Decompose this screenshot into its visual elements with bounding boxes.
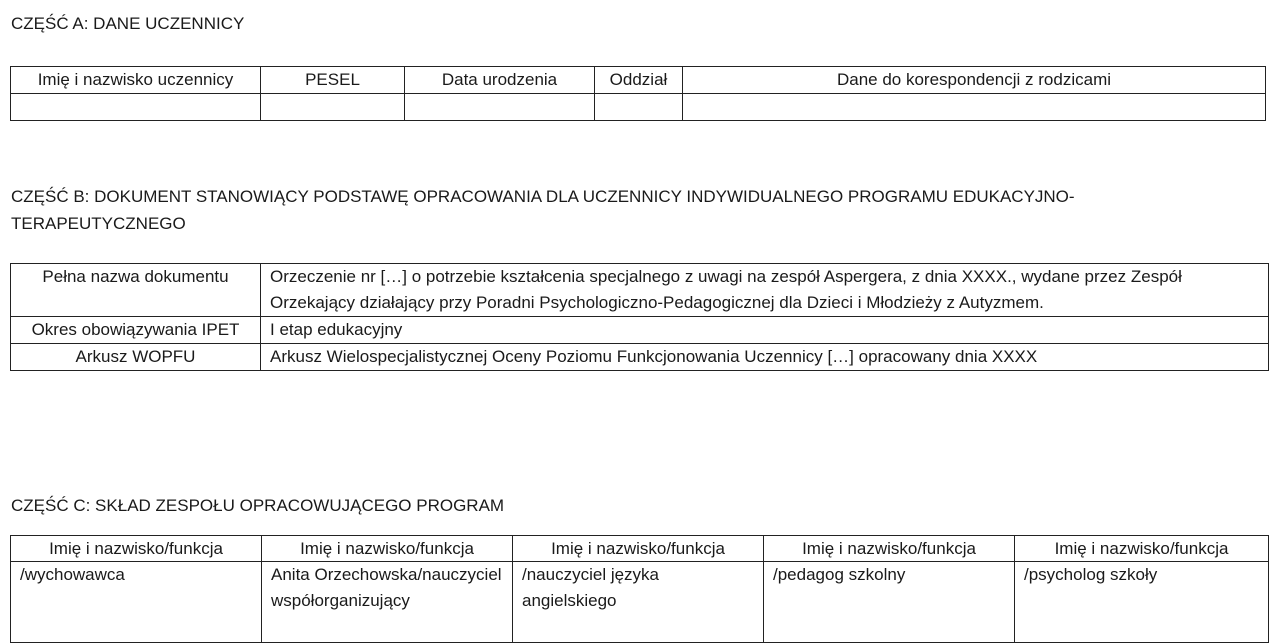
header-member-4: Imię i nazwisko/funkcja — [764, 536, 1015, 562]
student-name-cell[interactable] — [11, 94, 261, 121]
table-header-row — [11, 67, 1266, 94]
document-basis-table — [10, 263, 1269, 371]
header-pesel: PESEL — [261, 67, 405, 94]
table-row — [11, 317, 1269, 344]
header-birth-date: Data urodzenia — [405, 67, 595, 94]
pesel-cell[interactable] — [261, 94, 405, 121]
member-homeroom-teacher: /wychowawca — [11, 562, 262, 643]
birth-date-cell[interactable] — [405, 94, 595, 121]
validity-period-value: I etap edukacyjny — [261, 317, 1269, 344]
header-member-1: Imię i nazwisko/funkcja — [11, 536, 262, 562]
document-name-label: Pełna nazwa dokumentu — [11, 264, 261, 317]
wopfu-value: Arkusz Wielospecjalistycznej Oceny Poziomu Funkcjonowania Uczennicy […] opracowany dnia XXXX — [261, 344, 1269, 371]
member-co-organizing-teacher: Anita Orzechowska/nauczyciel współorganizujący — [262, 562, 513, 643]
table-header-row — [11, 536, 1269, 562]
document-name-value: Orzeczenie nr […] o potrzebie kształcenia specjalnego z uwagi na zespół Aspergera, z dnia XXXX., wydane przez Zespół Orzekający działający przy Poradni Psychologiczno-Pedagogicznej dla Dzieci i Młodzieży z Autyzmem. — [261, 264, 1269, 317]
member-english-teacher: /nauczyciel języka angielskiego — [513, 562, 764, 643]
student-data-table — [10, 66, 1266, 121]
parent-contact-cell[interactable] — [683, 94, 1266, 121]
table-row — [11, 562, 1269, 643]
header-member-3: Imię i nazwisko/funkcja — [513, 536, 764, 562]
header-member-2: Imię i nazwisko/funkcja — [262, 536, 513, 562]
part-c-heading: CZĘŚĆ C: SKŁAD ZESPOŁU OPRACOWUJĄCEGO PROGRAM — [11, 496, 505, 515]
validity-period-label: Okres obowiązywania IPET — [11, 317, 261, 344]
wopfu-label: Arkusz WOPFU — [11, 344, 261, 371]
part-b-heading: CZĘŚĆ B: DOKUMENT STANOWIĄCY PODSTAWĘ OPRACOWANIA DLA UCZENNICY INDYWIDUALNEGO PROGRAMU EDUKACYJNO-TERAPEUTYCZNEGO — [11, 187, 1075, 233]
member-school-psychologist: /psycholog szkoły — [1015, 562, 1269, 643]
header-member-5: Imię i nazwisko/funkcja — [1015, 536, 1269, 562]
header-student-name: Imię i nazwisko uczennicy — [11, 67, 261, 94]
header-class: Oddział — [595, 67, 683, 94]
table-row — [11, 94, 1266, 121]
table-row — [11, 344, 1269, 371]
part-a-heading: CZĘŚĆ A: DANE UCZENNICY — [11, 14, 245, 33]
class-cell[interactable] — [595, 94, 683, 121]
table-row — [11, 264, 1269, 317]
team-composition-table — [10, 535, 1269, 643]
header-parent-contact: Dane do korespondencji z rodzicami — [683, 67, 1266, 94]
member-school-pedagogue: /pedagog szkolny — [764, 562, 1015, 643]
